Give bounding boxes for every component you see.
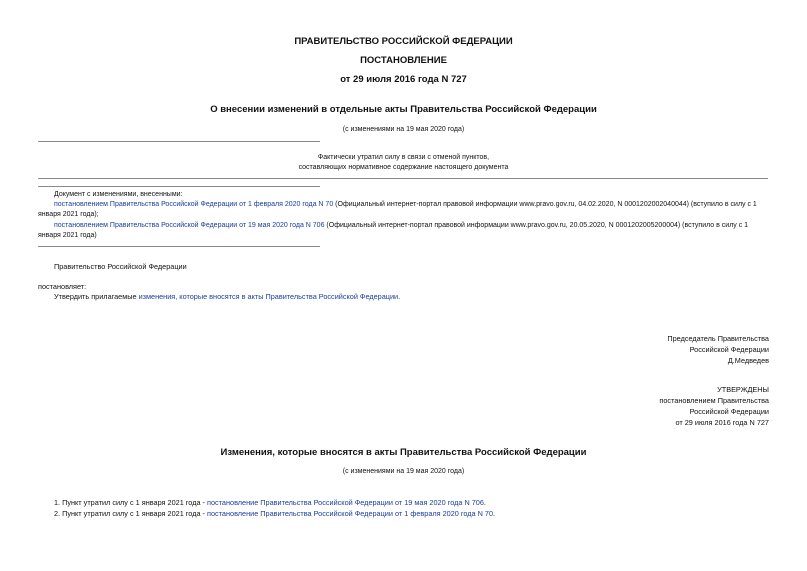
approve-link[interactable]: изменения, которые вносятся в акты Правительства Российской Федерации (138, 292, 399, 301)
approve-paragraph (54, 291, 400, 302)
approve-prefix: Утвердить прилагаемые (54, 292, 139, 301)
resolves-text: постановляет: (38, 282, 87, 291)
approved-line-2: постановлением Правительства (659, 396, 769, 405)
divider (38, 246, 320, 247)
document-title: О внесении изменений в отдельные акты Правительства Российской Федерации (210, 104, 597, 115)
annex-item-1 (54, 497, 486, 508)
annex-amended-note: (с изменениями на 19 мая 2020 года) (342, 468, 465, 475)
annex-item-2-suffix: . (493, 509, 496, 518)
divider (38, 186, 320, 187)
approved-line-4: от 29 июля 2016 года N 727 (675, 418, 769, 427)
approved-line-3: Российской Федерации (689, 407, 769, 416)
annex-title: Изменения, которые вносятся в акты Правительства Российской Федерации (220, 447, 587, 458)
changes-intro: Документ с изменениями, внесенными: (54, 191, 183, 198)
divider (38, 141, 320, 142)
approve-suffix: . (398, 292, 401, 301)
signature-line-2: Российской Федерации (689, 345, 769, 354)
change-link-1[interactable]: постановлением Правительства Российской Федерации от 1 февраля 2020 года N 70 (54, 201, 334, 208)
change-item-1 (38, 200, 768, 220)
annex-item-2-link[interactable]: постановление Правительства Российской Федерации от 1 февраля 2020 года N 70 (207, 509, 494, 518)
government-title: ПРАВИТЕЛЬСТВО РОССИЙСКОЙ ФЕДЕРАЦИИ (294, 36, 513, 47)
annex-item-1-suffix: . (483, 498, 486, 507)
change-item-2-text: (Официальный интернет-портал правовой информации www.pravo.gov.ru, 20.05.2020, N 0001202005200004) (вступило в силу с 1 января 2021 года) (38, 222, 749, 239)
approved-block (659, 384, 769, 428)
annex-item-1-link[interactable]: постановление Правительства Российской Федерации от 19 мая 2020 года N 706 (207, 498, 484, 507)
amended-note: (с изменениями на 19 мая 2020 года) (342, 126, 465, 133)
divider (38, 178, 768, 179)
signature-line-1: Председатель Правительства (667, 334, 769, 343)
document-type: ПОСТАНОВЛЕНИЕ (360, 55, 447, 66)
change-item-2 (38, 221, 768, 241)
approved-line-1: УТВЕРЖДЕНЫ (717, 385, 769, 394)
government-subject: Правительство Российской Федерации (54, 262, 187, 271)
annex-item-2-prefix: 2. Пункт утратил силу с 1 января 2021 года - (54, 509, 207, 518)
annex-item-2 (54, 508, 495, 519)
document-date-number: от 29 июля 2016 года N 727 (340, 74, 467, 85)
change-item-1-text: (Официальный интернет-портал правовой информации www.pravo.gov.ru, 04.02.2020, N 0001202002040044) (вступило в силу с 1 января 2021 года); (38, 201, 757, 218)
change-link-2[interactable]: постановлением Правительства Российской Федерации от 19 мая 2020 года N 706 (54, 222, 325, 229)
signature-line-3: Д.Медведев (727, 356, 769, 365)
signature-block (667, 333, 769, 366)
notice-line-2: составляющих нормативное содержание настоящего документа (298, 164, 509, 171)
notice-line-1: Фактически утратил силу в связи с отменой пунктов, (317, 154, 490, 161)
annex-item-1-prefix: 1. Пункт утратил силу с 1 января 2021 года - (54, 498, 207, 507)
